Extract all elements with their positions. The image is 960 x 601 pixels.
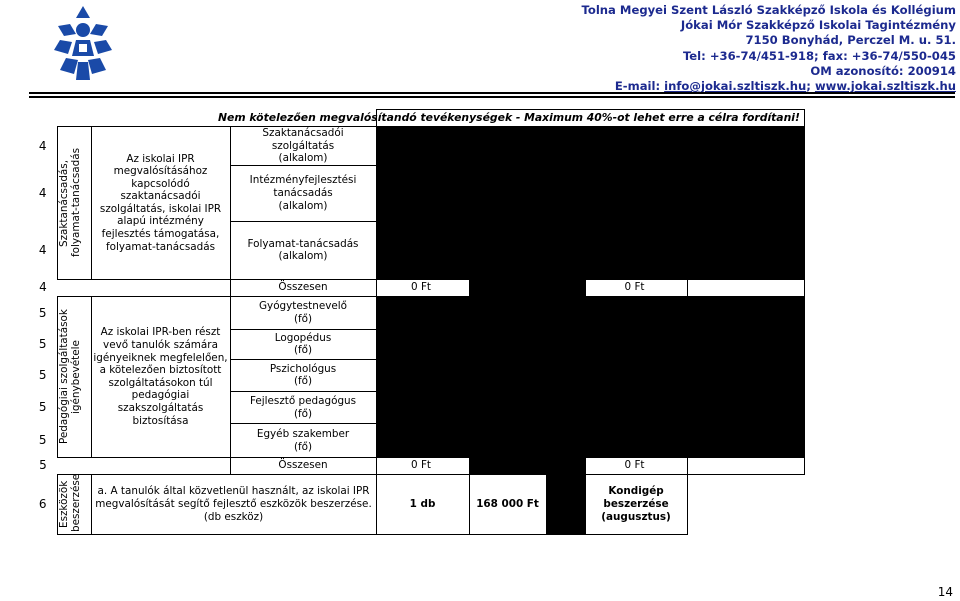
- blacked-cell: [546, 127, 585, 166]
- service-unit: (alkalom): [278, 152, 328, 165]
- total-amount: 0 Ft: [585, 279, 687, 296]
- service-cell: [230, 165, 376, 221]
- amount-cell: 168 000 Ft: [469, 474, 546, 534]
- service-unit: (fő): [293, 312, 313, 325]
- section3-vertical-label: Eszközök beszerzése: [57, 474, 82, 533]
- section3-description: a. A tanulók által közvetlenül használt, az iskolai IPR megvalósítását segítő fejlesztő eszközök beszerzése. (db eszköz): [91, 474, 376, 534]
- school-contact-block: [356, 3, 956, 94]
- blacked-cell: [585, 127, 687, 166]
- service-cell: [230, 391, 376, 423]
- service-cell: [230, 330, 376, 359]
- service-name: Intézményfejlesztési tanácsadás: [249, 174, 357, 199]
- header-divider-top: [29, 92, 955, 94]
- row-number: 5: [38, 337, 47, 352]
- link-separator: ;: [806, 79, 815, 94]
- activity-table: [29, 109, 805, 535]
- service-name: Folyamat-tanácsadás: [247, 237, 359, 250]
- school-crest-icon: [46, 4, 120, 82]
- service-unit: (fő): [293, 407, 313, 420]
- note-cell: Kondigép beszerzése (augusztus): [585, 474, 687, 534]
- section1-category: [57, 127, 82, 280]
- service-name: Szaktanácsadói szolgáltatás: [262, 127, 344, 152]
- service-unit: (alkalom): [278, 199, 328, 212]
- total-label: Összesen: [230, 457, 376, 474]
- blacked-cell: [376, 127, 469, 166]
- school-unit: Jókai Mór Szakképző Iskolai Tagintézmény: [680, 18, 956, 33]
- section3-category: [57, 474, 82, 534]
- page-number: 14: [937, 585, 953, 599]
- row-number: 6: [38, 496, 47, 511]
- total-amount: 0 Ft: [585, 457, 687, 474]
- total-amount: 0 Ft: [376, 457, 469, 474]
- section1-vertical-label: Szaktanácsadás, folyamat-tanácsadás: [57, 148, 82, 258]
- row-number: 4: [38, 138, 47, 153]
- service-cell: [230, 296, 376, 329]
- total-amount: 0 Ft: [376, 279, 469, 296]
- school-name: Tolna Megyei Szent László Szakképző Iskola és Kollégium: [581, 3, 956, 17]
- row-number: 5: [38, 433, 47, 448]
- school-phone: Tel: +36-74/451-918; fax: +36-74/550-045: [682, 48, 956, 63]
- service-name: Fejlesztő pedagógus: [249, 395, 357, 408]
- email-link[interactable]: info@jokai.szltiszk.hu: [664, 79, 807, 94]
- blacked-cell: [687, 127, 804, 166]
- service-name: Gyógytestnevelő: [259, 300, 348, 313]
- total-row-number: 4: [39, 280, 47, 295]
- total-row-number: 5: [39, 458, 47, 473]
- email-prefix: E-mail:: [614, 79, 665, 94]
- row-number: 5: [38, 367, 47, 382]
- school-om-id: OM azonosító: 200914: [810, 63, 956, 78]
- row-number: 5: [38, 400, 47, 415]
- row-number: 4: [38, 185, 47, 200]
- total-label: Összesen: [230, 279, 376, 296]
- service-unit: (fő): [293, 375, 313, 388]
- service-cell: [230, 424, 376, 457]
- header-divider-bottom: [29, 96, 955, 98]
- service-unit: (alkalom): [278, 250, 328, 263]
- quantity-cell: 1 db: [376, 474, 469, 534]
- service-cell: [230, 127, 376, 166]
- school-logo: [46, 4, 120, 82]
- service-unit: (fő): [293, 440, 313, 453]
- service-cell: [230, 221, 376, 279]
- service-cell: [230, 359, 376, 391]
- row-number: 5: [38, 305, 47, 320]
- section1-description: Az iskolai IPR megvalósításához kapcsolódó szaktanácsadói szolgáltatás, iskolai IPR alapú intézmény fejlesztés támogatása, folyamat-tanácsadás: [91, 127, 230, 280]
- section2-description: Az iskolai IPR-ben részt vevő tanulók számára igényeiknek megfelelően, a kötelezően biztosított szolgáltatásokon túl pedagógiai szakszolgáltatás biztosítása: [91, 296, 230, 457]
- website-link[interactable]: www.jokai.szltiszk.hu: [814, 79, 956, 94]
- school-address: 7150 Bonyhád, Perczel M. u. 51.: [745, 33, 956, 48]
- service-name: Pszichológus: [269, 362, 337, 375]
- notice-text: Nem kötelezően megvalósítandó tevékenységek - Maximum 40%-ot lehet erre a célra fordítani!: [218, 111, 800, 124]
- service-name: Logopédus: [274, 331, 332, 344]
- row-number: 4: [38, 242, 47, 257]
- section2-category: [57, 296, 82, 457]
- service-name: Egyéb szakember: [256, 427, 350, 440]
- section2-vertical-label: Pedagógiai szolgáltatások igénybevétele: [57, 309, 82, 445]
- blacked-cell: [469, 127, 546, 166]
- service-unit: (fő): [293, 344, 313, 357]
